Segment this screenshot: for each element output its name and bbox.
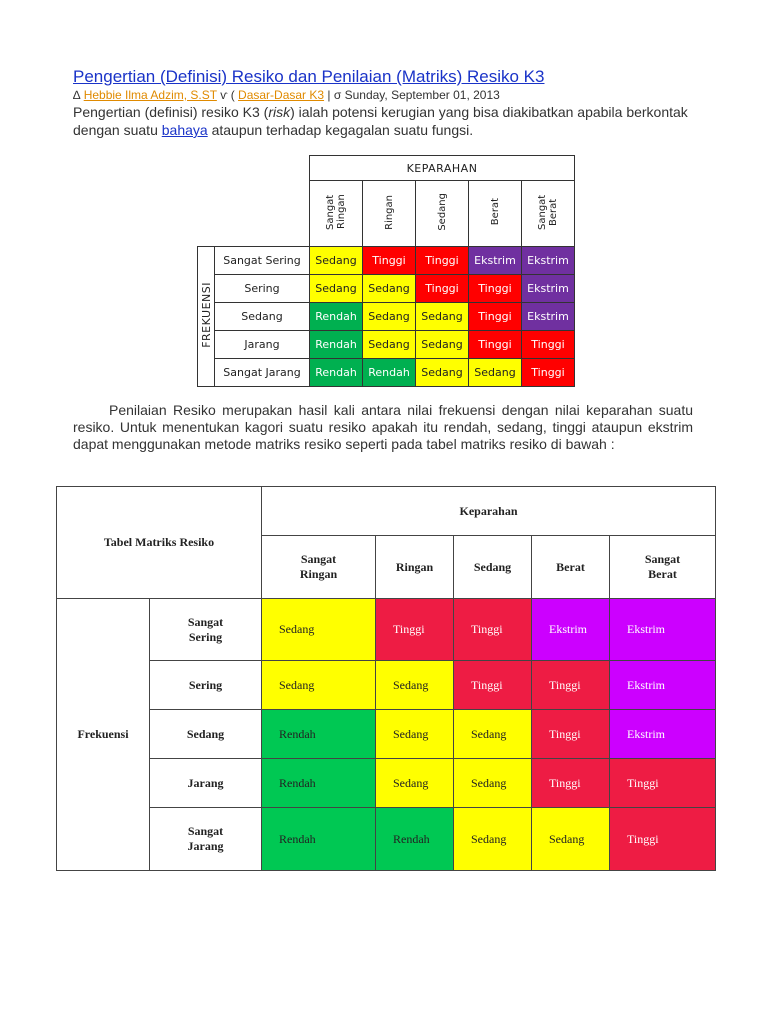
post-date: | σ Sunday, September 01, 2013 <box>324 88 500 102</box>
matrix1-col-header: Sangat Berat <box>522 181 575 247</box>
matrix1-cell: Sedang <box>310 247 363 275</box>
matrix1-cell: Ekstrim <box>522 303 575 331</box>
matrix2-cell: Rendah <box>376 808 454 871</box>
intro-text-1: Pengertian (definisi) resiko K3 ( <box>73 104 269 120</box>
matrix1-cell: Tinggi <box>522 331 575 359</box>
matrix2-cell: Ekstrim <box>610 661 716 710</box>
matrix2-cell: Sedang <box>262 599 376 661</box>
matrix1-cell: Sedang <box>416 359 469 387</box>
matrix1-col-header: Sedang <box>416 181 469 247</box>
matrix1-row-label: Sangat Sering <box>215 247 310 275</box>
matrix2-cell: Rendah <box>262 759 376 808</box>
matrix2-header: Keparahan <box>262 487 716 536</box>
matrix2-cell: Tinggi <box>454 599 532 661</box>
matrix2-cell: Tinggi <box>610 808 716 871</box>
matrix2-col-header: Sangat Berat <box>610 536 716 599</box>
matrix2-row-label: Jarang <box>150 759 262 808</box>
matrix1-cell: Tinggi <box>469 303 522 331</box>
matrix2-cell: Tinggi <box>454 661 532 710</box>
matrix2-cell: Sedang <box>376 710 454 759</box>
matrix2-cell: Sedang <box>376 759 454 808</box>
matrix2-cell: Sedang <box>376 661 454 710</box>
intro-paragraph <box>73 103 698 139</box>
matrix2-col-header: Ringan <box>376 536 454 599</box>
matrix1-cell: Rendah <box>310 331 363 359</box>
article-title[interactable]: Pengertian (Definisi) Resiko dan Penilaian (Matriks) Resiko K3 <box>73 67 545 86</box>
matrix1-cell: Sedang <box>363 275 416 303</box>
matrix2-cell: Sedang <box>454 808 532 871</box>
matrix1-cell: Tinggi <box>469 275 522 303</box>
matrix1-cell: Sedang <box>310 275 363 303</box>
matrix2-cell: Tinggi <box>376 599 454 661</box>
paragraph-text: Penilaian Resiko merupakan hasil kali antara nilai frekuensi dengan nilai keparahan suatu resiko. Untuk menentukan kagori suatu resiko apakah itu rendah, sedang, tinggi ataupun ekstrim dapat menggunakan metode matriks resiko seperti pada tabel matriks resiko di bawah : <box>73 402 693 452</box>
matrix1-cell: Ekstrim <box>469 247 522 275</box>
matrix1-cell: Ekstrim <box>522 275 575 303</box>
matrix1-col-header: Berat <box>469 181 522 247</box>
risk-matrix-colored <box>197 155 575 387</box>
matrix1-row-label: Sangat Jarang <box>215 359 310 387</box>
matrix1-cell: Ekstrim <box>522 247 575 275</box>
matrix1-cell: Tinggi <box>416 247 469 275</box>
matrix2-col-header: Sangat Ringan <box>262 536 376 599</box>
matrix2-cell: Sedang <box>532 808 610 871</box>
matrix1-row-label: Jarang <box>215 331 310 359</box>
matrix1-cell: Tinggi <box>363 247 416 275</box>
matrix2-col-header: Sedang <box>454 536 532 599</box>
category-icon: ⱱ ( <box>216 88 239 102</box>
author-icon: ∆ <box>73 88 84 102</box>
risk-matrix-table <box>56 486 716 871</box>
matrix2-cell: Tinggi <box>532 759 610 808</box>
matrix2-cell: Rendah <box>262 710 376 759</box>
matrix1-cell: Rendah <box>310 359 363 387</box>
matrix1-col-header: Sangat Ringan <box>310 181 363 247</box>
matrix1-header: KEPARAHAN <box>310 156 575 181</box>
matrix1-cell: Sedang <box>363 303 416 331</box>
matrix1-blank-corner <box>198 156 310 247</box>
matrix1-row-label: Sering <box>215 275 310 303</box>
matrix2-row-label: Sedang <box>150 710 262 759</box>
matrix1-cell: Tinggi <box>522 359 575 387</box>
category-link[interactable]: Dasar-Dasar K3 <box>238 88 325 102</box>
matrix1-row-label: Sedang <box>215 303 310 331</box>
author-link[interactable]: Hebbie Ilma Adzim, S.ST <box>83 88 217 102</box>
matrix1-cell: Sedang <box>469 359 522 387</box>
bahaya-link[interactable]: bahaya <box>161 122 208 138</box>
matrix1-cell: Tinggi <box>416 275 469 303</box>
matrix2-cell: Sedang <box>454 710 532 759</box>
matrix2-row-label: Sangat Sering <box>150 599 262 661</box>
matrix2-cell: Sedang <box>454 759 532 808</box>
matrix2-cell: Ekstrim <box>610 710 716 759</box>
matrix1-cell: Sedang <box>416 303 469 331</box>
intro-text-2: ) ialah potensi kerugian yang bisa diakibatkan apabila berkontak dengan suatu <box>73 104 688 138</box>
matrix1-col-header: Ringan <box>363 181 416 247</box>
matrix1-cell: Rendah <box>363 359 416 387</box>
matrix1-row-group: FREKUENSI <box>198 247 215 387</box>
body-paragraph <box>73 402 693 453</box>
matrix1-cell: Rendah <box>310 303 363 331</box>
matrix1-cell: Sedang <box>363 331 416 359</box>
matrix2-row-group: Frekuensi <box>57 599 150 871</box>
matrix2-cell: Rendah <box>262 808 376 871</box>
matrix2-cell: Ekstrim <box>532 599 610 661</box>
article-meta <box>73 88 500 102</box>
intro-text-3: ataupun terhadap kegagalan suatu fungsi. <box>207 122 474 138</box>
matrix2-corner: Tabel Matriks Resiko <box>57 487 262 599</box>
matrix2-row-label: Sering <box>150 661 262 710</box>
matrix2-row-label: Sangat Jarang <box>150 808 262 871</box>
matrix1-cell: Sedang <box>416 331 469 359</box>
matrix2-cell: Tinggi <box>532 710 610 759</box>
matrix2-cell: Tinggi <box>532 661 610 710</box>
matrix2-cell: Sedang <box>262 661 376 710</box>
matrix2-col-header: Berat <box>532 536 610 599</box>
matrix1-cell: Tinggi <box>469 331 522 359</box>
matrix2-cell: Ekstrim <box>610 599 716 661</box>
intro-risk-term: risk <box>268 104 291 120</box>
matrix2-cell: Tinggi <box>610 759 716 808</box>
